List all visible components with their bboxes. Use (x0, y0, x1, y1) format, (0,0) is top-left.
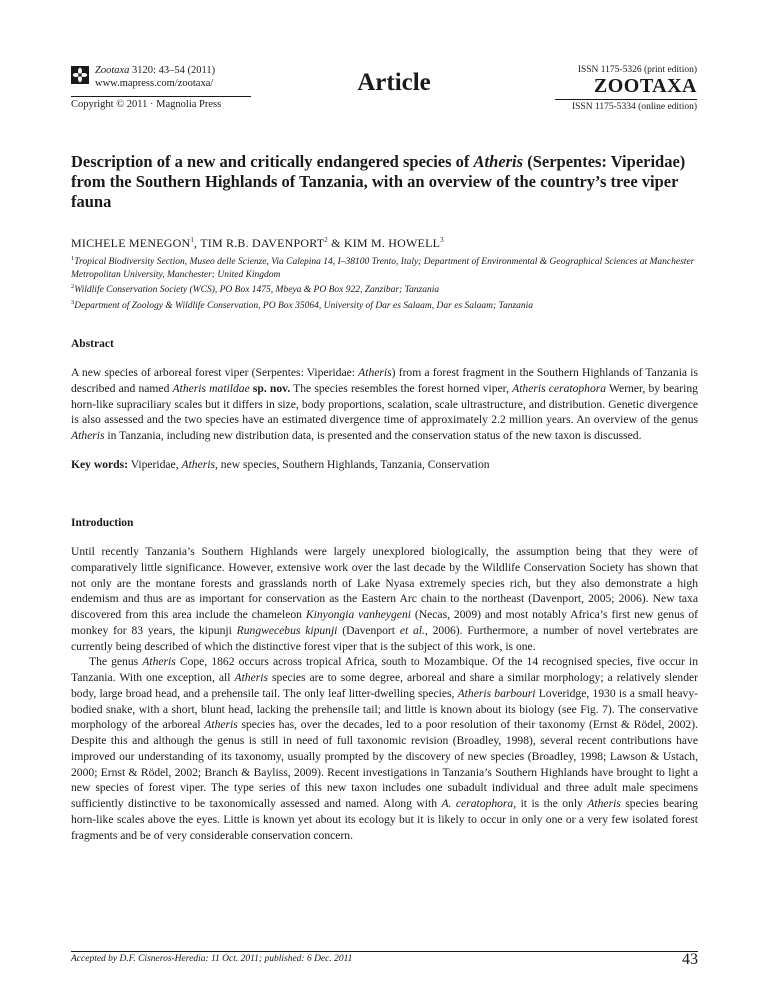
affiliation-mark: 3 (71, 299, 75, 307)
page-number: 43 (682, 951, 698, 968)
affiliation (71, 297, 701, 313)
magnolia-flower-icon (71, 66, 89, 84)
abstract-body: A new species of arboreal forest viper (Serpentes: Viperidae: Atheris) from a forest fragment in the Southern Highlands of Tanzania is described and named Atheris matildae sp. nov. The species resembles the forest horned viper, Atheris ceratophora Werner, by bearing horn-like supraciliary scales but it differs in size, body proportions, scalation, scale ultrastructure, and distribution. Genetic divergence is also assessed and the two species have an estimated divergence time of approximately 2.2 million years. An overview of the genus Atheris in Tanzania, including new distribution data, is presented and the conservation status of the new taxon is discussed. (71, 366, 698, 443)
affiliation-list (71, 253, 701, 313)
author-affil-mark: 2 (324, 236, 328, 244)
issn-print: ISSN 1175-5326 (print edition) (577, 65, 697, 75)
keywords: Key words: Viperidae, Atheris, new species, Southern Highlands, Tanzania, Conservation (71, 458, 490, 471)
author-separator: , (194, 236, 201, 250)
footer-divider (71, 951, 698, 952)
introduction-heading: Introduction (71, 517, 134, 529)
header-divider-right (555, 99, 697, 100)
journal-logo-text: ZOOTAXA (593, 75, 697, 97)
abstract-heading: Abstract (71, 338, 114, 350)
author-list (71, 236, 711, 251)
title-genus: Atheris (473, 152, 524, 171)
affiliation-mark: 2 (71, 283, 75, 291)
affiliation (71, 253, 701, 281)
affiliation-text: Wildlife Conservation Society (WCS), PO Box 1475, Mbeya & PO Box 922, Zanzibar; Tanzania (74, 285, 440, 296)
issn-online: ISSN 1175-5334 (online edition) (572, 102, 697, 112)
citation-volume-pages: 3120: 43–54 (2011) (129, 65, 216, 76)
introduction-body (71, 544, 698, 843)
affiliation-mark: 1 (71, 255, 75, 262)
article-type-label: Article (357, 69, 431, 96)
title-text: Description of a new and critically endangered species of (71, 152, 474, 171)
title-text-cont: (Serpentes: Viperidae) from the Southern Highlands of Tanzania, with an overview of the country’s tree viper fauna (71, 152, 686, 211)
keywords-label: Key words: (71, 458, 128, 471)
paper-title (71, 152, 711, 212)
header-divider-left (71, 96, 251, 97)
copyright-notice: Copyright © 2011 · Magnolia Press (71, 99, 222, 110)
affiliation (71, 281, 701, 297)
author-affil-mark: 1 (190, 236, 195, 244)
author-name: KIM M. HOWELL (343, 236, 441, 250)
author-affil-mark: 3 (440, 236, 444, 244)
journal-url-link[interactable]: www.mapress.com/zootaxa/ (95, 78, 214, 89)
author-name: TIM R.B. DAVENPORT (200, 236, 325, 250)
paragraph: The genus Atheris Cope, 1862 occurs across tropical Africa, south to Mozambique. Of the 14 recognised species, five occur in Tanzania. With one exception, all Atheris species are to some degree, arboreal and share a similar morphology; a relatively slender body, large broad head, and a prehensile tail. The only leaf litter-dwelling species, Atheris barbouri Loveridge, 1930 is a small heavy-bodied snake, with a short, blunt head, lacking the prehensile tail; and little is known about its biology (see Fig. 7). The conservative morphology of the arboreal Atheris species has, over the decades, led to a poor resolution of their taxonomy (Ernst & Rödel, 2002). Despite this and although the genus is still in need of full taxonomic revision (Broadley, 1998), several recent contributions have improved our understanding of its taxonomy, usually prompted by the discovery of new species (Broadley, 1998; Lawson & Ustach, 2000; Ernst & Rödel, 2002; Branch & Bayliss, 2009). Recent investigations in Tanzania’s Southern Highlands have brought to light a new species of forest viper. The type series of this new taxon includes one subadult individual and three adult male specimens sufficiently distinctive to be taxonomically assessed and named. Along with A. ceratophora, it is the only Atheris species bearing horn-like scales above the eyes. Little is known yet about its ecology but it is likely to occur in only one or a very few isolated forest fragments and be of very considerable conservation concern. (71, 655, 699, 842)
accepted-published-dates: Accepted by D.F. Cisneros-Heredia: 11 Oct. 2011; published: 6 Dec. 2011 (71, 954, 353, 964)
journal-name: Zootaxa (95, 65, 130, 76)
affiliation-text: Department of Zoology & Wildlife Conservation, PO Box 35064, University of Dar es Salaam, Dar es Salaam; Tanzania (74, 301, 534, 312)
author-separator: & (327, 236, 344, 250)
journal-citation (95, 64, 215, 77)
paragraph: Until recently Tanzania’s Southern Highlands were largely unexplored biologically, the assumption being that they were of comparatively little significance. However, extensive work over the last decade by the Wildlife Conservation Society has shown that not only are the montane forests and grasslands north of Lake Nyasa extremely species rich, but they also demonstrate a high endemism and thus are as important for conservation as the Eastern Arc chain to the northeast (Davenport, 2005; 2006). New taxa discovered from this area include the chameleon Kinyongia vanheygeni (Necas, 2009) and most notably Africa’s first new genus of monkey for 83 years, the kipunji Rungwecebus kipunji (Davenport et al., 2006). Furthermore, a number of novel vertebrates are currently being described of which the distinctive forest viper that is the subject of this work, is one. (71, 545, 698, 653)
author-name: MICHELE MENEGON (71, 236, 191, 250)
affiliation-text: Tropical Biodiversity Section, Museo delle Scienze, Via Calepina 14, I–38100 Trento, Italy; Department of Environmental & Geographical Sciences at Manchester Metropolitan University, Manchester; United Kingdom (71, 257, 695, 280)
